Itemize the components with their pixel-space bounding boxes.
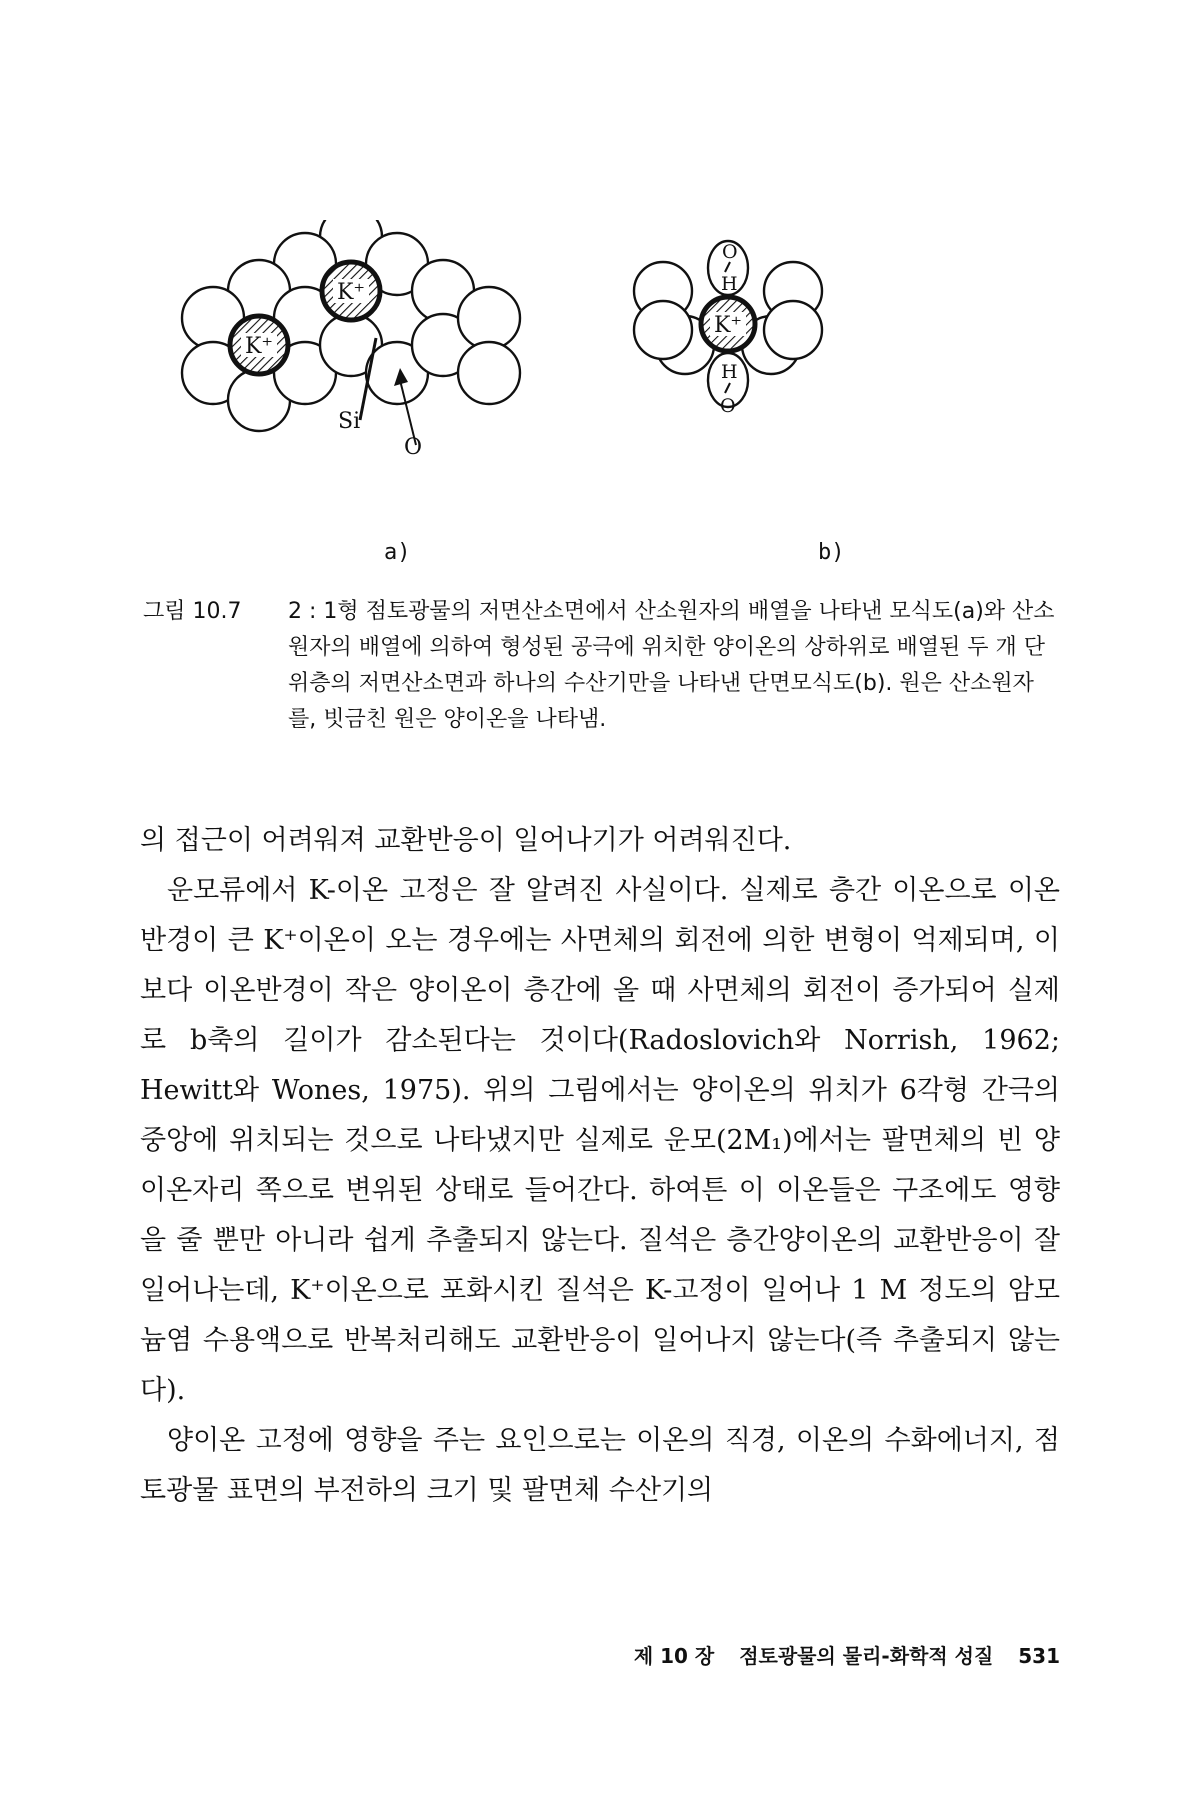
figure-10-7 (180, 220, 1060, 580)
k-label: K⁺ (244, 334, 274, 359)
h-top-label: H (721, 273, 738, 295)
si-label: Si (338, 409, 361, 434)
panel-a-label: a) (384, 540, 411, 565)
caption-text: 2 : 1형 점토광물의 저면산소면에서 산소원자의 배열을 나타낸 모식도(a)와 산소원자의 배열에 의하여 형성된 공극에 위치한 양이온의 상하위로 배열된 두 개 단위층의 저면산소면과 하나의 수산기만을 나타낸 단면모식도(b). 원은 산소원자를, 빗금친 원은 양이온을 나타냄. (288, 599, 1055, 732)
o-top-label: O (722, 241, 738, 263)
paragraph: 양이온 고정에 영향을 주는 요인으로는 이온의 직경, 이온의 수화에너지, 점토광물 표면의 부전하의 크기 및 팔면체 수산기의 (140, 1425, 1060, 1506)
oxygen-atom (458, 287, 520, 349)
body-text (140, 816, 1060, 1516)
paragraph: 운모류에서 K-이온 고정은 잘 알려진 사실이다. 실제로 층간 이온으로 이온반경이 큰 K⁺이온이 오는 경우에는 사면체의 회전에 의한 변형이 억제되며, 이보다 이온반경이 작은 양이온이 층간에 올 때 사면체의 회전이 증가되어 실제로 b축의 길이가 감소된다는 것이다(Radoslovich와 Norrish, 1962; Hewitt와 Wones, 1975). 위의 그림에서는 양이온의 위치가 6각형 간극의 중앙에 위치되는 것으로 나타냈지만 실제로 운모(2M₁)에서는 팔면체의 빈 양이온자리 쪽으로 변위된 상태로 들어간다. 하여튼 이 이온들은 구조에도 영향을 줄 뿐만 아니라 쉽게 추출되지 않는다. 질석은 층간양이온의 교환반응이 잘 일어나는데, K⁺이온으로 포화시킨 질석은 K-고정이 일어나 1 M 정도의 암모늄염 수용액으로 반복처리해도 교환반응이 일어나지 않는다(즉 추출되지 않는다). (140, 875, 1060, 1406)
oxygen-atom (458, 342, 520, 404)
figure-diagram (180, 220, 1060, 550)
oxygen-atom (764, 301, 822, 359)
k-label: K⁺ (336, 280, 366, 305)
panel-b-label: b) (818, 540, 845, 565)
paragraph: 의 접근이 어려워져 교환반응이 일어나기가 어려워진다. (140, 825, 792, 856)
page-footer (480, 1640, 1060, 1669)
o-label: O (404, 435, 423, 460)
h-bottom-label: H (721, 361, 738, 383)
chapter-label: 제 10 장 (633, 1644, 715, 1668)
caption-label: 그림 10.7 (143, 599, 242, 624)
oxygen-atom (634, 301, 692, 359)
o-bottom-label: O (720, 395, 736, 417)
page-number: 531 (1018, 1644, 1060, 1668)
panel-b-diagram (634, 241, 822, 417)
panel-a-diagram (182, 220, 520, 460)
chapter-title: 점토광물의 물리-화학적 성질 (739, 1644, 994, 1668)
k-label: K⁺ (713, 313, 743, 338)
